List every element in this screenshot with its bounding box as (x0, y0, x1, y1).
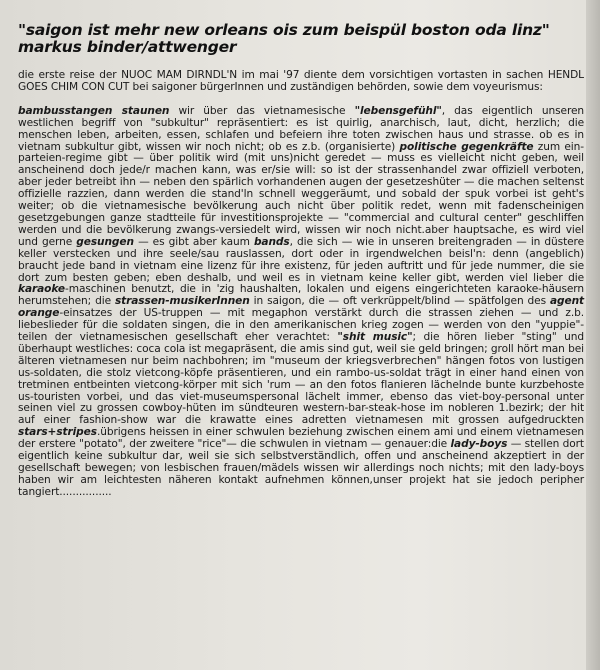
body-text-run: — es gibt aber kaum (133, 235, 254, 248)
body-text-run: aber hauptsache, es wird viel und gerne (18, 223, 584, 248)
body-text-run: . (96, 426, 101, 439)
emphasis-phrase: bands (253, 235, 290, 248)
emphasis-phrase: "lebensgefühl" (354, 104, 442, 117)
body-text-run: -einsatzes der US-truppen — mit megaphon verstärkt durch die strassen ziehen — und z.b. liebeslieder für die soldaten singen, die in den amerikanischen krieg zogen — werden von den "yuppie"-teilen der vietnamesischen gesellschaft eher verachtet: (18, 307, 584, 344)
emphasis-phrase: stars+stripes (18, 426, 97, 439)
emphasis-phrase: strassen-musikerInnen (114, 295, 250, 308)
emphasis-phrase: politische gegenkräfte (399, 140, 534, 153)
emphasis-phrase: gesungen (76, 235, 134, 248)
title-author: markus binder/attwenger (18, 38, 237, 56)
emphasis-phrase: lady-boys (450, 438, 508, 451)
intro-paragraph: die erste reise der NUOC MAM DIRNDL'N im mai '97 diente dem vorsichtigen vortasten in sachen HENDL GOES CHIM CON CUT bei saigoner bürgerInnen und zuständigen behörden, sowie dem voyeurismus: (18, 69, 584, 93)
body-text-run: übrigens heissen in einer schwulen beziehung zwischen einem ami und einem vietnamesen der erstere "potato", der zweitere "rice"— die schwulen in vietnam — genauer:die (18, 426, 584, 451)
body-text-run: wir über das vietnamesische (169, 104, 355, 117)
body-text-run: — stellen dort eigentlich keine subkultur dar, weil sie sich selbstverständlich, offen und anscheinend akzeptiert in der gesellschaft bewegen; von lesbischen frauen/mädels wissen wir allerdings noch nichts; mit den lady-boys haben wir am leichtesten näheren kontakt aufnehmen können,unser projekt hat sie jedoch peripher tangiert................ (18, 438, 584, 498)
main-paragraph (18, 106, 584, 499)
body-text-run: ; die hören lieber "sting" und überhaupt westliches: coca cola ist megapräsent, die amis sind gut, weil sie geld bringen; groll hört man bei älteren vietnamesen nur beim nachbohren; im "museum der kriegsverbrechen" hängen fotos von lustigen us-soldaten, die stolz vietcong-köpfe präsentieren, und ein rambo-us-soldat trägt in einer hand einen von tretminen entbeinten vietcong-körper mit sich 'rum — an den fotos flanieren lächelnde bunte kurzbehoste us-touristen vorbei, und das viet-museumspersonal lächelt immer, ebenso das viet-boy-personal unter seinen viel zu grossen cowboy-hüten im sündteuren western-bar-steak-hose im nobleren 1.bezirk; der hit auf einer fashion-show war die krawatte eines adretten vietnamesen mit grossen aufgedruckten (18, 331, 584, 427)
title-quote: "saigon ist mehr new orleans ois zum beispül boston oda linz" (18, 21, 550, 39)
book-gutter (586, 0, 600, 670)
body-text-run: in saigon, die — oft verkrüppelt/blind — spätfolgen des (249, 295, 550, 308)
emphasis-phrase: karaoke (18, 283, 65, 296)
body-text-run: , das eigentlich unseren westlichen begriff von "subkultur" repräsentiert: es ist quirlig, anarchisch, laut, dicht, herzlich; die menschen leben, arbeiten, essen, schlafen und befeiern ihre toten zwischen haus und strasse. ob es in vietnam subkultur gibt, wissen wir noch nicht; ob es z.b. (organisierte) (18, 104, 584, 153)
emphasis-phrase: "shit music" (337, 331, 413, 344)
emphasis-phrase: bambusstangen staunen (18, 104, 170, 117)
emphasis-phrase: agent orange (18, 295, 584, 320)
article-body (18, 70, 584, 511)
article-title (18, 22, 584, 56)
body-text-run: zum ein-parteien-regime gibt — über politik wird (mit uns)nicht geredet — muss es vielleicht nicht geben, weil anscheinend doch jede/r machen kann, was er/sie will: so ist der strassenhandel zwar offiziell verboten, aber jeder betreibt ihn — neben den spärlich vorhandenen augen der gesetzeshüter — die machen seltenst offizielle razzien, dann werden die stand'ln schnell weggeräumt, und sobald der spuk vorbei ist geht's weiter; ob die vietnamesische bevölkerung auch nicht über politik redet, wenn mit fadenscheinigen gesetzgebungen ganze stadtteile für investitionsprojekte — "commercial and cultural center" geschliffen werden und die bevölkerung zwangs-versiedelt wird, wissen wir noch nicht. (18, 140, 584, 236)
body-text-run: , die sich — wie in unseren breitengraden — in düstere keller verstecken und ihre seele/sau rauslassen, dort oder in irgendwelchen beisl'n: denn (angeblich) braucht jede band in vietnam eine lizenz für ihre existenz, für jeden auftritt und für jede nummer, die sie dort zum besten geben; eben deshalb, und weil es in vietnam keine keller gibt, werden viel lieber die (18, 235, 584, 284)
body-text-run: -maschinen benutzt, die in 'zig haushalten, lokalen und eigens eingerichteten karaoke-häusern herumstehen; die (18, 283, 584, 308)
